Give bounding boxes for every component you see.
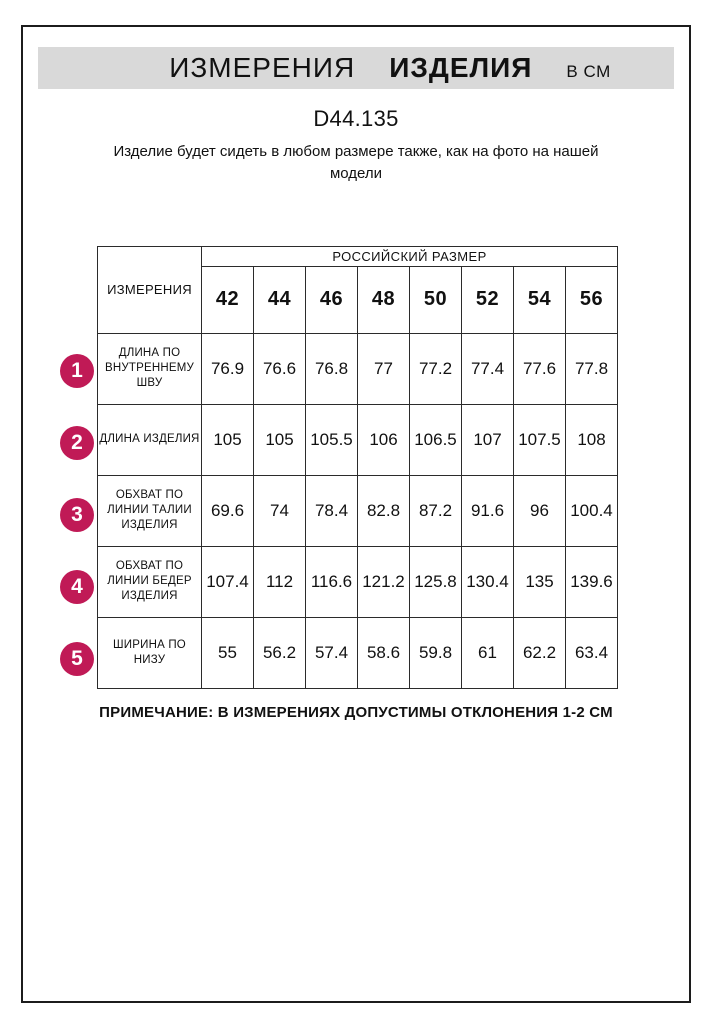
cell-value: 76.8	[306, 333, 358, 404]
cell-value: 63.4	[566, 617, 618, 688]
size-header: 48	[358, 266, 410, 333]
size-header: 50	[410, 266, 462, 333]
cell-value: 77	[358, 333, 410, 404]
cell-value: 55	[202, 617, 254, 688]
page-border	[21, 25, 691, 1003]
cell-value: 59.8	[410, 617, 462, 688]
cell-value: 96	[514, 475, 566, 546]
cell-value: 100.4	[566, 475, 618, 546]
title-bar	[38, 47, 674, 89]
cell-value: 87.2	[410, 475, 462, 546]
size-header: 44	[254, 266, 306, 333]
measurements-column-header: ИЗМЕРЕНИЯ	[98, 246, 202, 333]
row-number-badge: 4	[60, 570, 94, 604]
cell-value: 107.4	[202, 546, 254, 617]
cell-value: 57.4	[306, 617, 358, 688]
row-number-badge: 3	[60, 498, 94, 532]
group-header-row	[98, 246, 618, 266]
cell-value: 107	[462, 404, 514, 475]
table-row	[98, 617, 618, 688]
cell-value: 125.8	[410, 546, 462, 617]
size-header: 52	[462, 266, 514, 333]
cell-value: 77.4	[462, 333, 514, 404]
cell-value: 74	[254, 475, 306, 546]
cell-value: 107.5	[514, 404, 566, 475]
cell-value: 105.5	[306, 404, 358, 475]
cell-value: 77.2	[410, 333, 462, 404]
cell-value: 56.2	[254, 617, 306, 688]
cell-value: 77.6	[514, 333, 566, 404]
fit-description: Изделие будет сидеть в любом размере также, как на фото на нашей модели	[113, 143, 599, 182]
cell-value: 112	[254, 546, 306, 617]
row-number-badge: 1	[60, 354, 94, 388]
size-header: 54	[514, 266, 566, 333]
title-measurements: ИЗМЕРЕНИЯ	[169, 52, 356, 83]
row-label: ДЛИНА ПО ВНУТРЕННЕМУ ШВУ	[98, 333, 202, 404]
table-row	[98, 475, 618, 546]
cell-value: 58.6	[358, 617, 410, 688]
cell-value: 62.2	[514, 617, 566, 688]
cell-value: 106	[358, 404, 410, 475]
size-header: 42	[202, 266, 254, 333]
row-number-badge: 5	[60, 642, 94, 676]
cell-value: 77.8	[566, 333, 618, 404]
page-title	[169, 52, 610, 84]
cell-value: 76.9	[202, 333, 254, 404]
table-row	[98, 546, 618, 617]
size-header: 56	[566, 266, 618, 333]
cell-value: 61	[462, 617, 514, 688]
cell-value: 106.5	[410, 404, 462, 475]
cell-value: 82.8	[358, 475, 410, 546]
cell-value: 69.6	[202, 475, 254, 546]
cell-value: 78.4	[306, 475, 358, 546]
row-label: ОБХВАТ ПО ЛИНИИ БЕДЕР ИЗДЕЛИЯ	[98, 546, 202, 617]
russian-size-header: РОССИЙСКИЙ РАЗМЕР	[202, 246, 618, 266]
title-product: ИЗДЕЛИЯ	[389, 52, 533, 83]
size-table	[97, 246, 618, 689]
cell-value: 116.6	[306, 546, 358, 617]
table-row	[98, 333, 618, 404]
model-number: D44.135	[313, 106, 399, 131]
row-label: ШИРИНА ПО НИЗУ	[98, 617, 202, 688]
cell-value: 108	[566, 404, 618, 475]
table-row	[98, 404, 618, 475]
cell-value: 105	[202, 404, 254, 475]
row-label: ДЛИНА ИЗДЕЛИЯ	[98, 404, 202, 475]
cell-value: 139.6	[566, 546, 618, 617]
row-label: ОБХВАТ ПО ЛИНИИ ТАЛИИ ИЗДЕЛИЯ	[98, 475, 202, 546]
size-header: 46	[306, 266, 358, 333]
cell-value: 76.6	[254, 333, 306, 404]
cell-value: 91.6	[462, 475, 514, 546]
cell-value: 105	[254, 404, 306, 475]
cell-value: 135	[514, 546, 566, 617]
title-unit: В СМ	[566, 62, 611, 81]
cell-value: 130.4	[462, 546, 514, 617]
size-table-section	[60, 246, 689, 689]
tolerance-note: ПРИМЕЧАНИЕ: В ИЗМЕРЕНИЯХ ДОПУСТИМЫ ОТКЛОНЕНИЯ 1-2 СМ	[99, 703, 613, 721]
row-number-badge: 2	[60, 426, 94, 460]
cell-value: 121.2	[358, 546, 410, 617]
